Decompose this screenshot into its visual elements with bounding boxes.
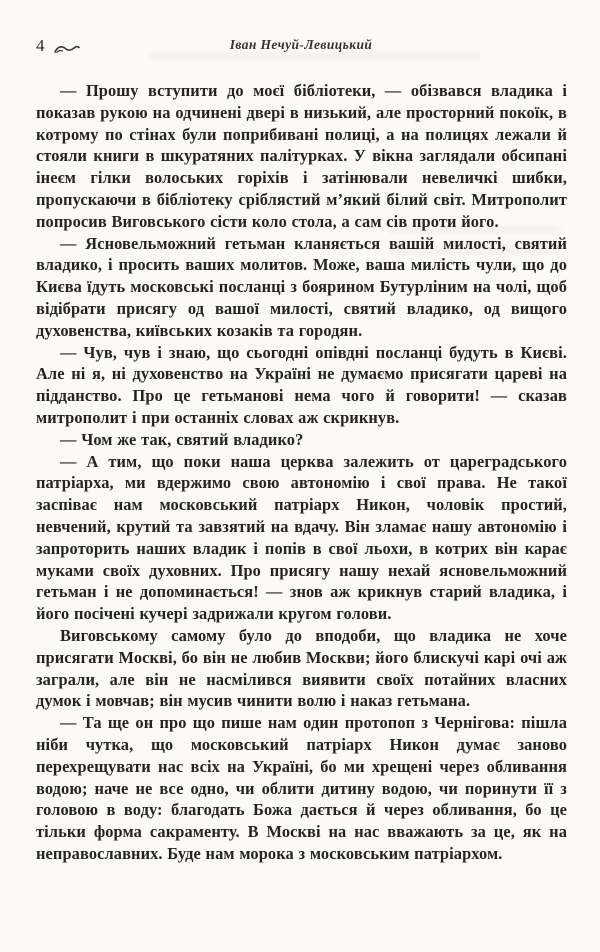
paragraph: — А тим, що поки наша церква залежить от цареградського патріарха, ми вдержимо свою автономію і свої права. Не такої заспіває нам московський патріарх Никон, чоловік простий, невчений, крутий та завзятий на вдачу. Він зламає нашу автономію і запроторить наших владик і попів в свої льохи, в котрих він карає муками своїх духовних. Про присягу нашу нехай ясновельможний гетьман і не допоминається! — знов аж крикнув старий владика, і його посічені кучері задрижали кругом голови.: [36, 451, 567, 624]
page-number: 4: [36, 36, 45, 55]
paragraph: — Прошу вступити до моєї бібліотеки, — обізвався владика і показав рукою на одчинені двері в низький, але просторний покоїк, в котрому по стінах були поприбивані полиці, а на полицях лежали й стояли книги в шкуратяних палітурках. У вікна заглядали обсипані інеєм гілки волоських горіхів і затінювали невеличкі шибки, пропускаючи в бібліотеку сріблястий м’який білий світ. Митрополит попросив Виговського сісти коло стола, а сам сів проти його.: [36, 81, 567, 231]
paragraph: — Та ще он про що пише нам один протопоп з Чернігова: пішла ніби чутка, що московський патріарх Никон думає заново перехрещувати нас всіх на Україні, бо ми хрещені через обливання водою; наче не все одно, чи облити дитину водою, чи поринути її з головою в воду: благодать Божа дається й через обливання, бо це тільки форма сакраменту. В Москві на нас вважають за це, як на неправославних. Буде нам морока з московським патріархом.: [36, 713, 567, 863]
paragraph: Виговському самому було до вподоби, що владика не хоче присягати Москві, бо він не любив Москви; його блискучі карі очі аж заграли, але він не насмілився виявити своїх потайних власних думок і мовчав; він мусив чинити волю і наказ гетьмана.: [36, 625, 567, 711]
body-text: [36, 80, 567, 865]
paragraph: — Ясновельможний гетьман кланяється вашій милості, святий владико, і просить ваших молитов. Може, ваша милість чули, що до Києва їдуть московські посланці з боярином Бутурліним на чолі, щоб відібрати присягу од вашої милості, святий владико, од вищого духовенства, київських козаків та городян.: [36, 233, 567, 340]
paragraph: — Чув, чув і знаю, що сьогодні опівдні посланці будуть в Києві. Але ні я, ні духовенство на Україні не думаємо присягати цареві на підданство. Про це гетьманові нема чого й говорити! — сказав митрополит і при останніх словах аж скрикнув.: [36, 342, 567, 427]
running-header-author: Іван Нечуй-Левицький: [229, 37, 373, 52]
running-header: [36, 36, 566, 58]
paragraph: — Чом же так, святий владико?: [60, 429, 304, 449]
